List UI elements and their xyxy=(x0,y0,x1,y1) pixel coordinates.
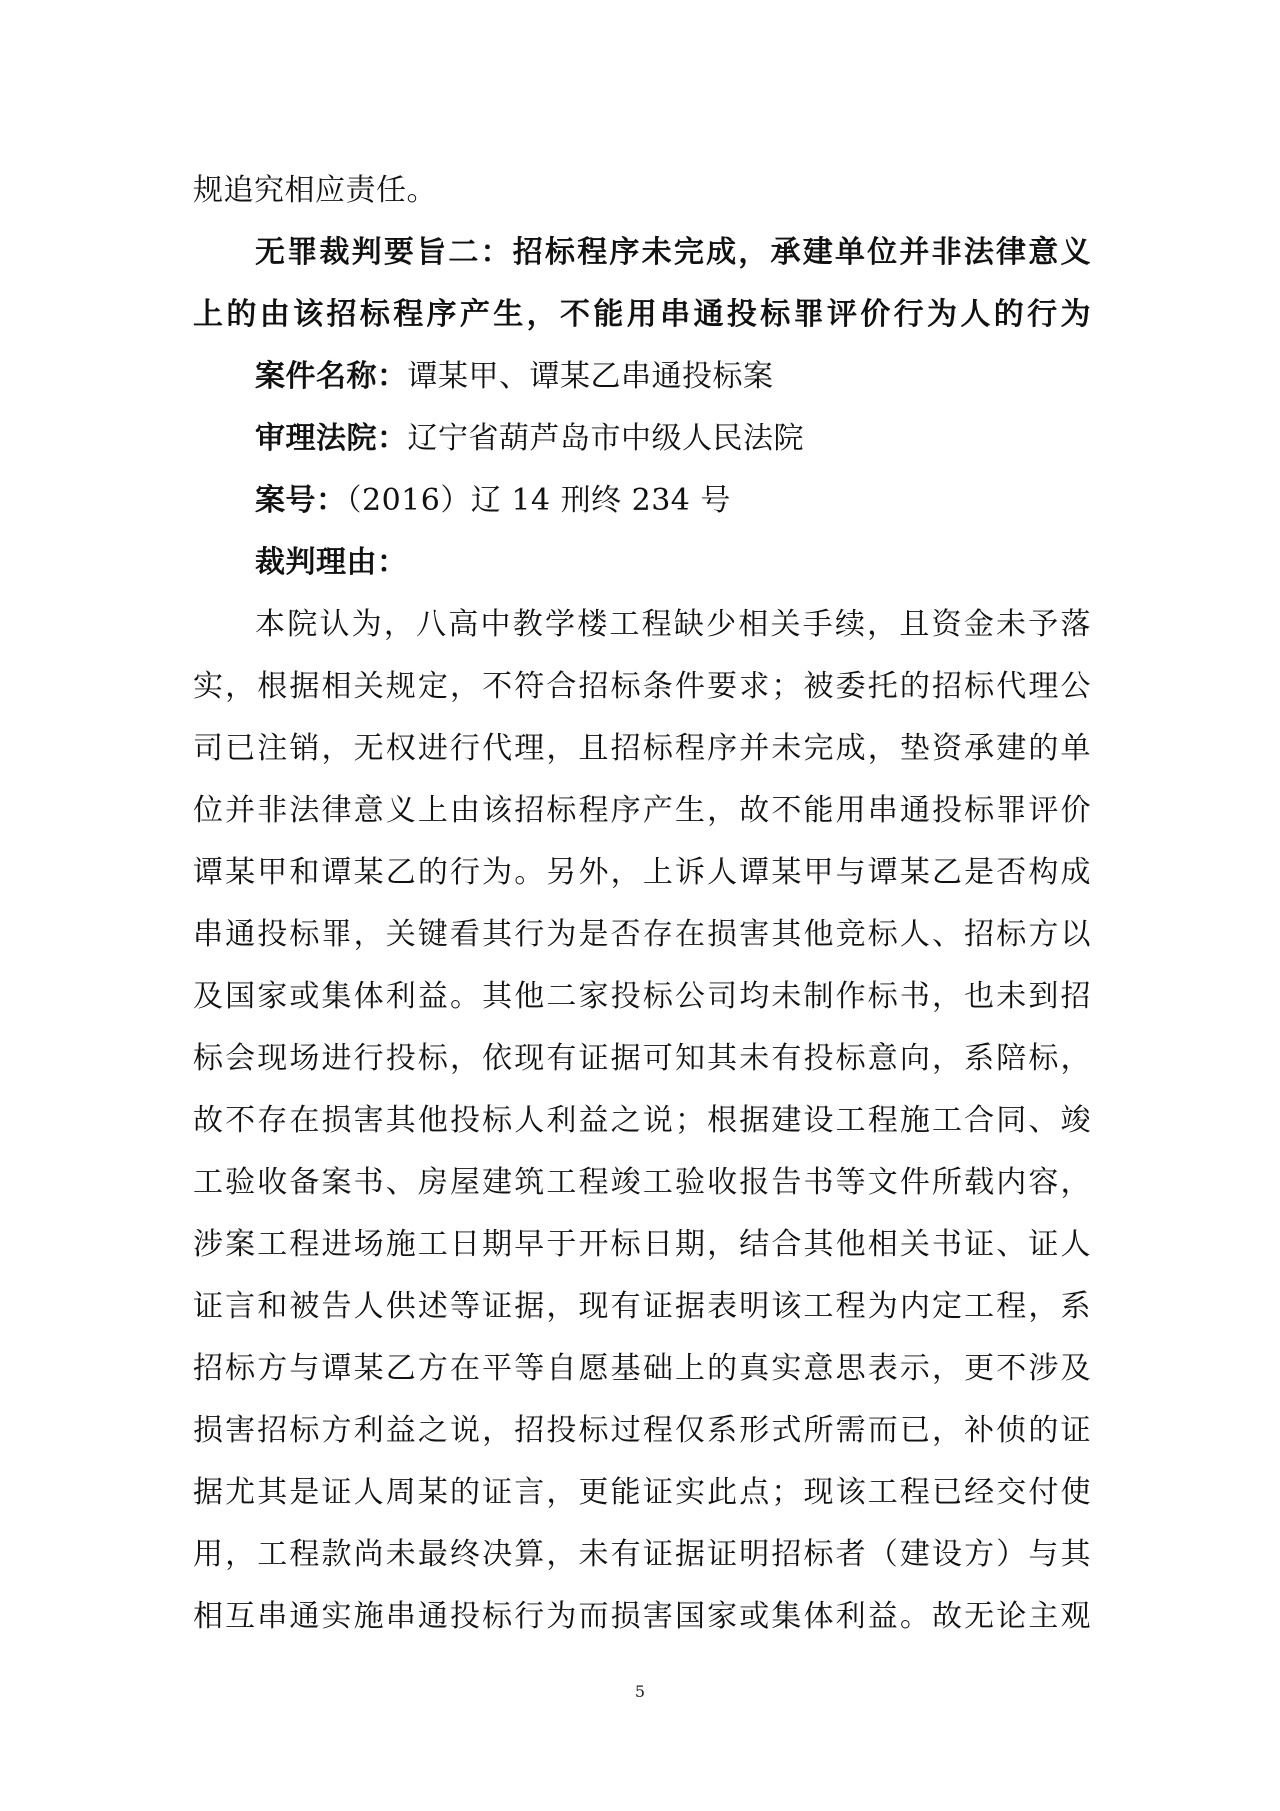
reasons-label: 裁判理由： xyxy=(255,545,408,580)
case-number-value: （2016）辽 14 刑终 234 号 xyxy=(346,483,731,518)
case-number-label: 案号： xyxy=(255,483,347,518)
court-label: 审理法院： xyxy=(255,421,408,456)
reasons-heading xyxy=(193,532,1091,594)
body-line: 谭某甲和谭某乙的行为。另外，上诉人谭某甲与谭某乙是否构成 xyxy=(193,855,1091,890)
body-line: 涉案工程进场施工日期早于开标日期，结合其他相关书证、证人 xyxy=(193,1227,1091,1262)
case-name-row xyxy=(193,346,1091,408)
body-line: 证言和被告人供述等证据，现有证据表明该工程为内定工程，系 xyxy=(193,1289,1091,1324)
document-body xyxy=(193,160,1091,1648)
body-line: 及国家或集体利益。其他二家投标公司均未制作标书，也未到招 xyxy=(193,979,1091,1014)
body-line: 用，工程款尚未最终决算，未有证据证明招标者（建设方）与其 xyxy=(193,1537,1091,1572)
heading-line: 无罪裁判要旨二：招标程序未完成，承建单位并非法律意义 xyxy=(255,235,1091,270)
body-line: 相互串通实施串通投标行为而损害国家或集体利益。故无论主观 xyxy=(193,1599,1091,1634)
body-line: 实，根据相关规定，不符合招标条件要求；被委托的招标代理公 xyxy=(193,669,1091,704)
body-line: 司已注销，无权进行代理，且招标程序并未完成，垫资承建的单 xyxy=(193,731,1091,766)
heading-line: 上的由该招标程序产生，不能用串通投标罪评价行为人的行为 xyxy=(193,297,1091,332)
case-number-row xyxy=(193,470,1091,532)
court-row xyxy=(193,408,1091,470)
body-line: 故不存在损害其他投标人利益之说；根据建设工程施工合同、竣 xyxy=(193,1103,1091,1138)
case-name-label: 案件名称： xyxy=(255,359,408,394)
body-line: 位并非法律意义上由该招标程序产生，故不能用串通投标罪评价 xyxy=(193,793,1091,828)
case-name-value: 谭某甲、谭某乙串通投标案 xyxy=(407,359,774,394)
body-line: 据尤其是证人周某的证言，更能证实此点；现该工程已经交付使 xyxy=(193,1475,1091,1510)
body-line: 招标方与谭某乙方在平等自愿基础上的真实意思表示，更不涉及 xyxy=(193,1351,1091,1386)
page-number: 5 xyxy=(634,1682,646,1701)
body-line: 串通投标罪，关键看其行为是否存在损害其他竞标人、招标方以 xyxy=(193,917,1091,952)
body-line: 损害招标方利益之说，招投标过程仅系形式所需而已，补侦的证 xyxy=(193,1413,1091,1448)
paragraph-line: 规追究相应责任。 xyxy=(193,173,437,208)
body-line: 工验收备案书、房屋建筑工程竣工验收报告书等文件所载内容， xyxy=(193,1165,1091,1200)
body-line: 本院认为，八高中教学楼工程缺少相关手续，且资金未予落 xyxy=(255,607,1091,642)
court-value: 辽宁省葫芦岛市中级人民法院 xyxy=(407,421,804,456)
body-line: 标会现场进行投标，依现有证据可知其未有投标意向，系陪标， xyxy=(193,1041,1091,1076)
